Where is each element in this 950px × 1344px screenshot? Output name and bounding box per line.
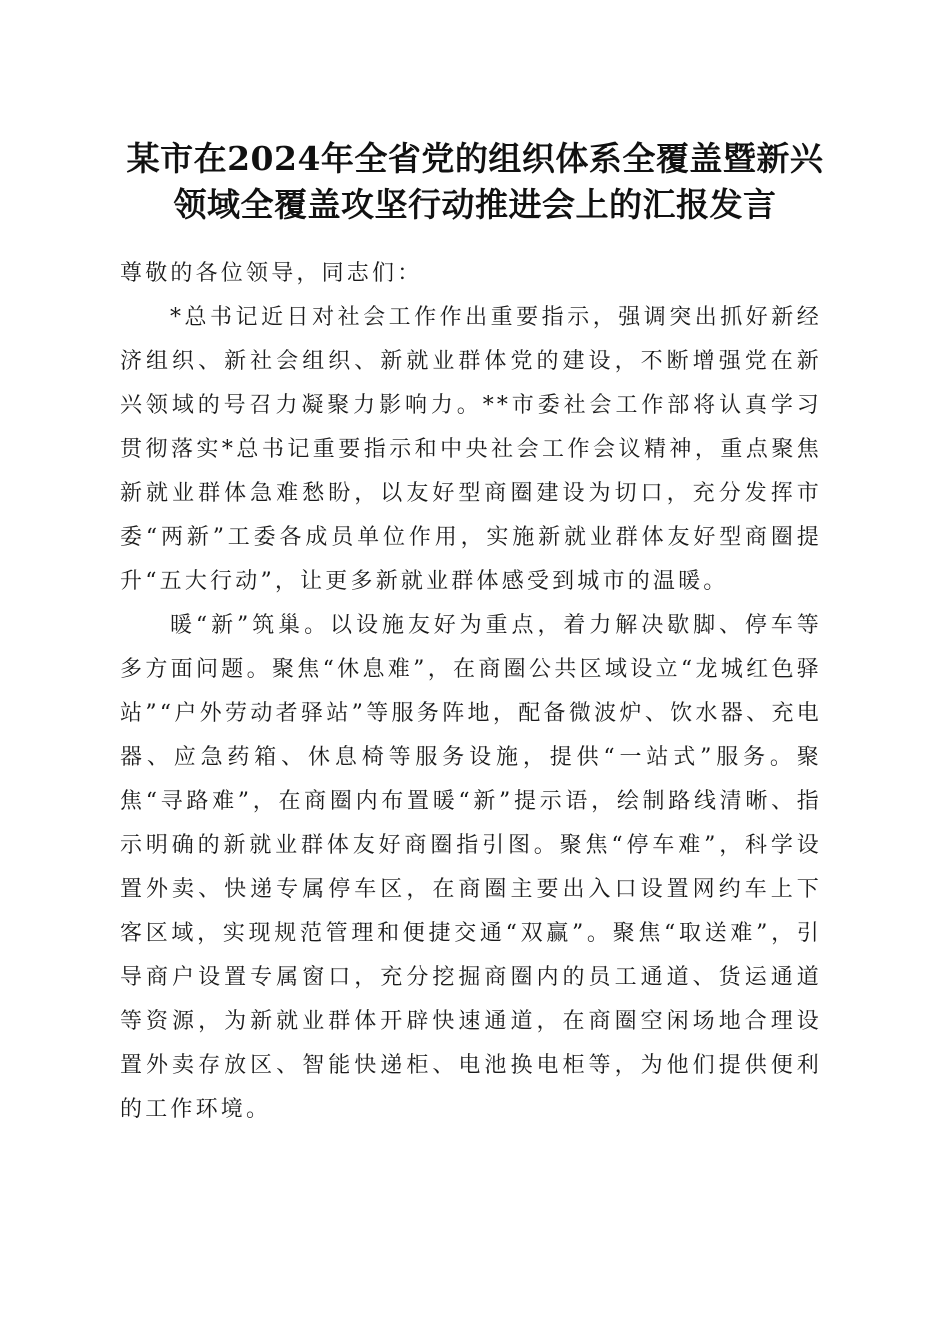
paragraph-facilities: 暖“新”筑巢。以设施友好为重点，着力解决歇脚、停车等多方面问题。聚焦“休息难”，在商圈公共区域设立“龙城红色驿站”“户外劳动者驿站”等服务阵地，配备微波炉、饮水器、充电器、应急药箱、休息椅等服务设施，提供“一站式”服务。聚焦“寻路难”，在商圈内布置暖“新”提示语，绘制路线清晰、指示明确的新就业群体友好商圈指引图。聚焦“停车难”，科学设置外卖、快递专属停车区，在商圈主要出入口设置网约车上下客区域，实现规范管理和便捷交通“双赢”。聚焦“取送难”，引导商户设置专属窗口，充分挖掘商圈内的员工通道、货运通道等资源，为新就业群体开辟快速通道，在商圈空闲场地合理设置外卖存放区、智能快递柜、电池换电柜等，为他们提供便利的工作环境。 bbox=[120, 613, 822, 1122]
paragraph-intro: *总书记近日对社会工作作出重要指示，强调突出抓好新经济组织、新社会组织、新就业群体党的建设，不断增强党在新兴领域的号召力凝聚力影响力。**市委社会工作部将认真学习贯彻落实*总书记重要指示和中央社会工作会议精神，重点聚焦新就业群体急难愁盼，以友好型商圈建设为切口，充分发挥市委“两新”工委各成员单位作用，实施新就业群体友好型商圈提升“五大行动”，让更多新就业群体感受到城市的温暖。 bbox=[120, 305, 822, 594]
greeting-line: 尊敬的各位领导，同志们： bbox=[120, 261, 423, 286]
document-title: 某市在2024年全省党的组织体系全覆盖暨新兴领域全覆盖攻坚行动推进会上的汇报发言 bbox=[126, 139, 824, 224]
document-body bbox=[120, 252, 822, 1132]
